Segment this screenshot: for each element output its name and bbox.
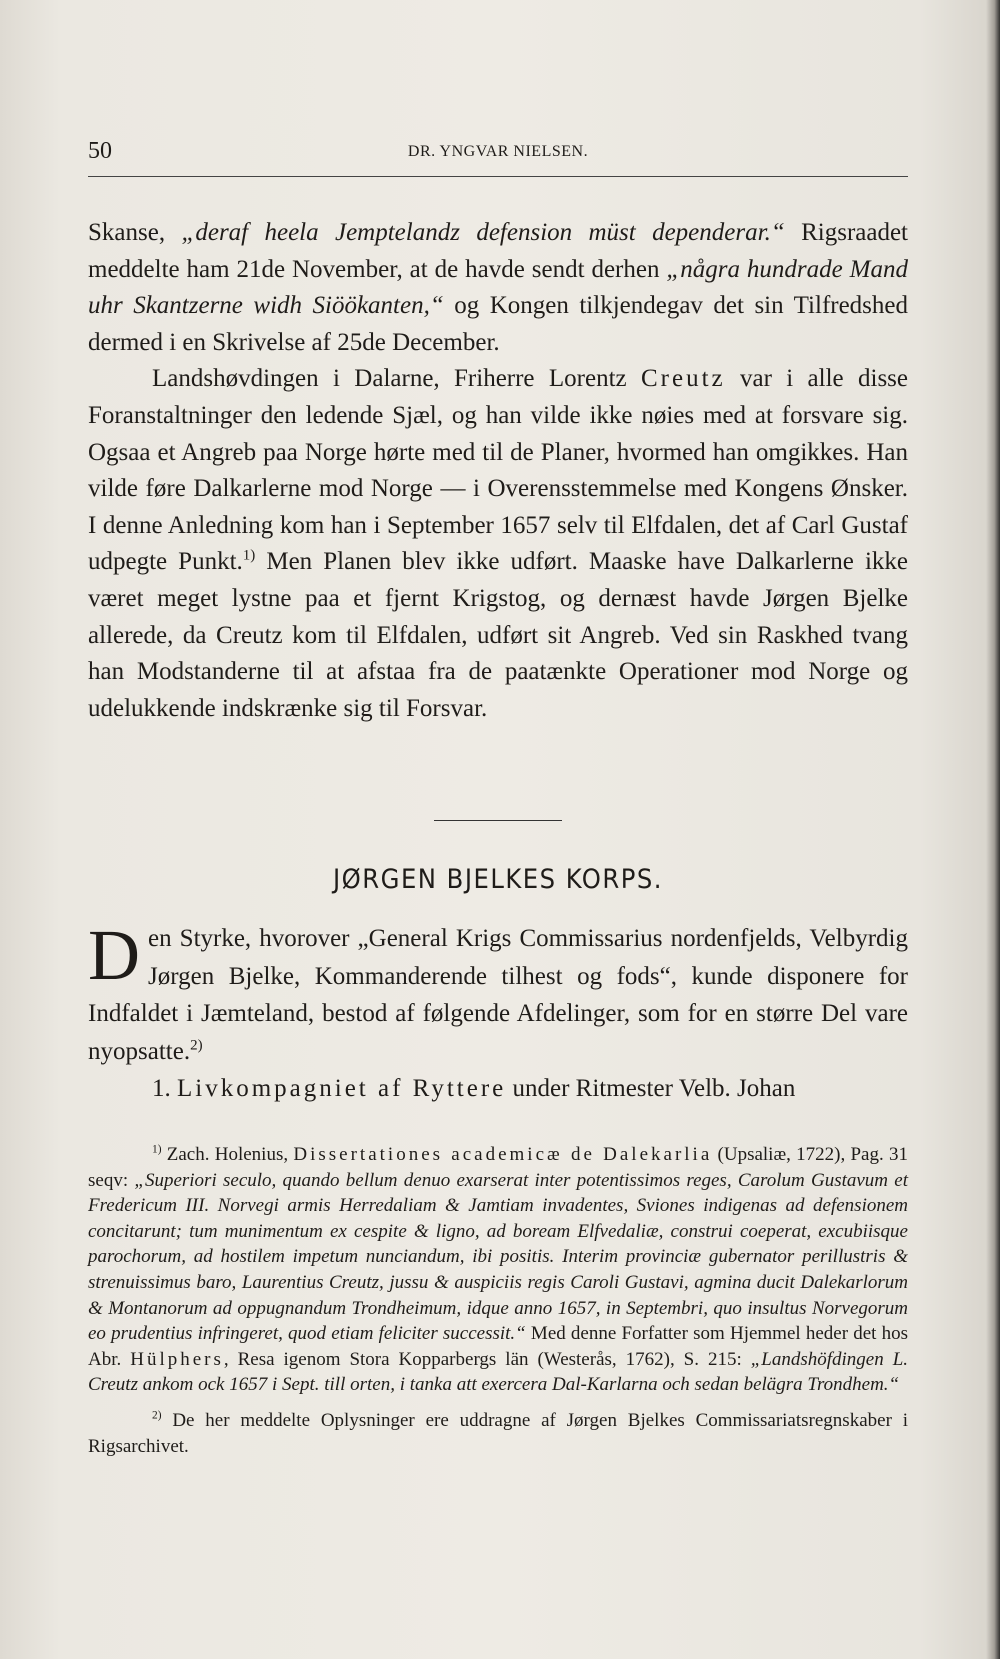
header-rule <box>88 176 908 177</box>
text-run: , Resa igenom Stora Kopparbergs län (Westerås, 1762), S. 215: <box>223 1348 751 1370</box>
text-run: Rigsraadet meddelte ham 21de November, at de havde sendt derhen <box>88 219 909 283</box>
main-text <box>88 215 908 727</box>
text-run: en Styrke, hvorover „General Krigs Commissarius nordenfjelds, Velbyrdig Jørgen Bjelke, Kommanderende tilhest og fods“, kunde disponere for Indfaldet i Jæmteland, bestod af følgende Afdelinger, som for en større Del vare nyopsatte. <box>88 925 908 1065</box>
page-header <box>88 138 908 172</box>
running-head: DR. YNGVAR NIELSEN. <box>407 143 589 160</box>
text-run: Skanse, <box>88 219 182 246</box>
text-run: (Upsaliæ, 1722), Pag. 31 seqv: <box>88 1144 909 1191</box>
text-run: Med denne Forfatter som Hjemmel heder det hos Abr. <box>88 1323 909 1370</box>
text-run: Zach. Holenius, <box>161 1144 294 1165</box>
list-item-1 <box>88 1070 908 1108</box>
footnote-ref: 1) <box>242 548 256 565</box>
footnote-2 <box>88 1408 908 1459</box>
footnote-marker: 2) <box>152 1409 162 1422</box>
footnote-1 <box>88 1142 908 1398</box>
footnotes <box>88 1142 908 1459</box>
paragraph-2 <box>88 361 908 727</box>
text-run: De her meddelte Oplysninger ere uddragne af Jørgen Bjelkes Commissariatsregnskaber i Rigsarchivet. <box>88 1409 908 1457</box>
quote-italic: „några hundrade Mand uhr Skantzerne widh Siöökanten,“ <box>88 255 908 320</box>
spaced-name: Creutz <box>640 365 726 393</box>
quote-italic: „Landshöfdingen L. Creutz ankom ock 1657 i Sept. till orten, i tanka att exercera Dal-Karlarna och sedan belägra Trondhem.“ <box>88 1348 909 1396</box>
footnote-marker: 1) <box>152 1143 162 1156</box>
section-text <box>88 915 908 1108</box>
footnote-ref: 2) <box>190 1037 203 1054</box>
section-title: JØRGEN BJELKES KORPS. <box>332 864 664 895</box>
text-run: og Kongen tilkjendegav det sin Tilfredshed dermed i en Skrivelse af 25de December. <box>88 292 909 356</box>
quote-italic: „Superiori seculo, quando bellum denuo exarserat inter potentissimos reges, Carolum Gustavum et Fredericum III. Norvegi armis Herredaliam & Jamtiam invadentes, Sviones indigenas ad defensionem concitarunt; tum munimentum ex cespite & ligno, ad boream Elfvedaliæ, construi coeperat, excubiisque parochorum, ad hostilem impetum nunciandum, ibi positis. Interim provinciæ gubernator perillustris & strenuissimus baro, Laurentius Creutz, jussu & auspiciis regis Caroli Gustavi, agmina ducit Dalekarlorum & Montanorum ad oppugnandum Trondheimum, idque anno 1657, in Septembri, quo insultus Norvegorum eo prudentius infringeret, quod etiam feliciter successit.“ <box>88 1169 908 1345</box>
page-edge-shadow <box>986 0 1000 1659</box>
paragraph-1 <box>88 215 908 361</box>
section-divider <box>434 820 562 821</box>
spaced-text: Livkompagniet af Ryttere <box>177 1075 507 1102</box>
quote-italic: „deraf heela Jemptelandz defension müst dependerar.“ <box>181 219 785 246</box>
section-intro <box>88 915 908 1070</box>
text-run: Landshøvdingen i Dalarne, Friherre Lorentz <box>152 365 641 393</box>
spaced-name: Hülphers <box>130 1348 224 1370</box>
spaced-text: Dissertationes academicæ de Dalekarlia <box>293 1144 713 1165</box>
text-run: under Ritmester Velb. Johan <box>506 1075 796 1102</box>
page-number: 50 <box>88 138 112 164</box>
text-run: Men Planen blev ikke udført. Maaske have Dalkarlerne ikke været meget lystne paa et fjernt Krigstog, og dernæst havde Jørgen Bjelke allerede, da Creutz kom til Elfdalen, udført sit Angreb. Ved sin Raskhed tvang han Modstanderne til at afstaa fra de paatænkte Operationer mod Norge og udelukkende indskrænke sig til Forsvar. <box>88 548 908 722</box>
drop-cap: D <box>88 915 140 995</box>
item-number: 1. <box>152 1075 171 1102</box>
text-run: var i alle disse Foranstaltninger den ledende Sjæl, og han vilde ikke nøies med at forsvare sig. Ogsaa et Angreb paa Norge hørte med til de Planer, hvormed han omgikkes. Han vilde føre Dalkarlerne mod Norge — i Overensstemmelse med Kongens Ønsker. I denne Anledning kom han i September 1657 selv til Elfdalen, det af Carl Gustaf udpegte Punkt. <box>88 365 908 576</box>
